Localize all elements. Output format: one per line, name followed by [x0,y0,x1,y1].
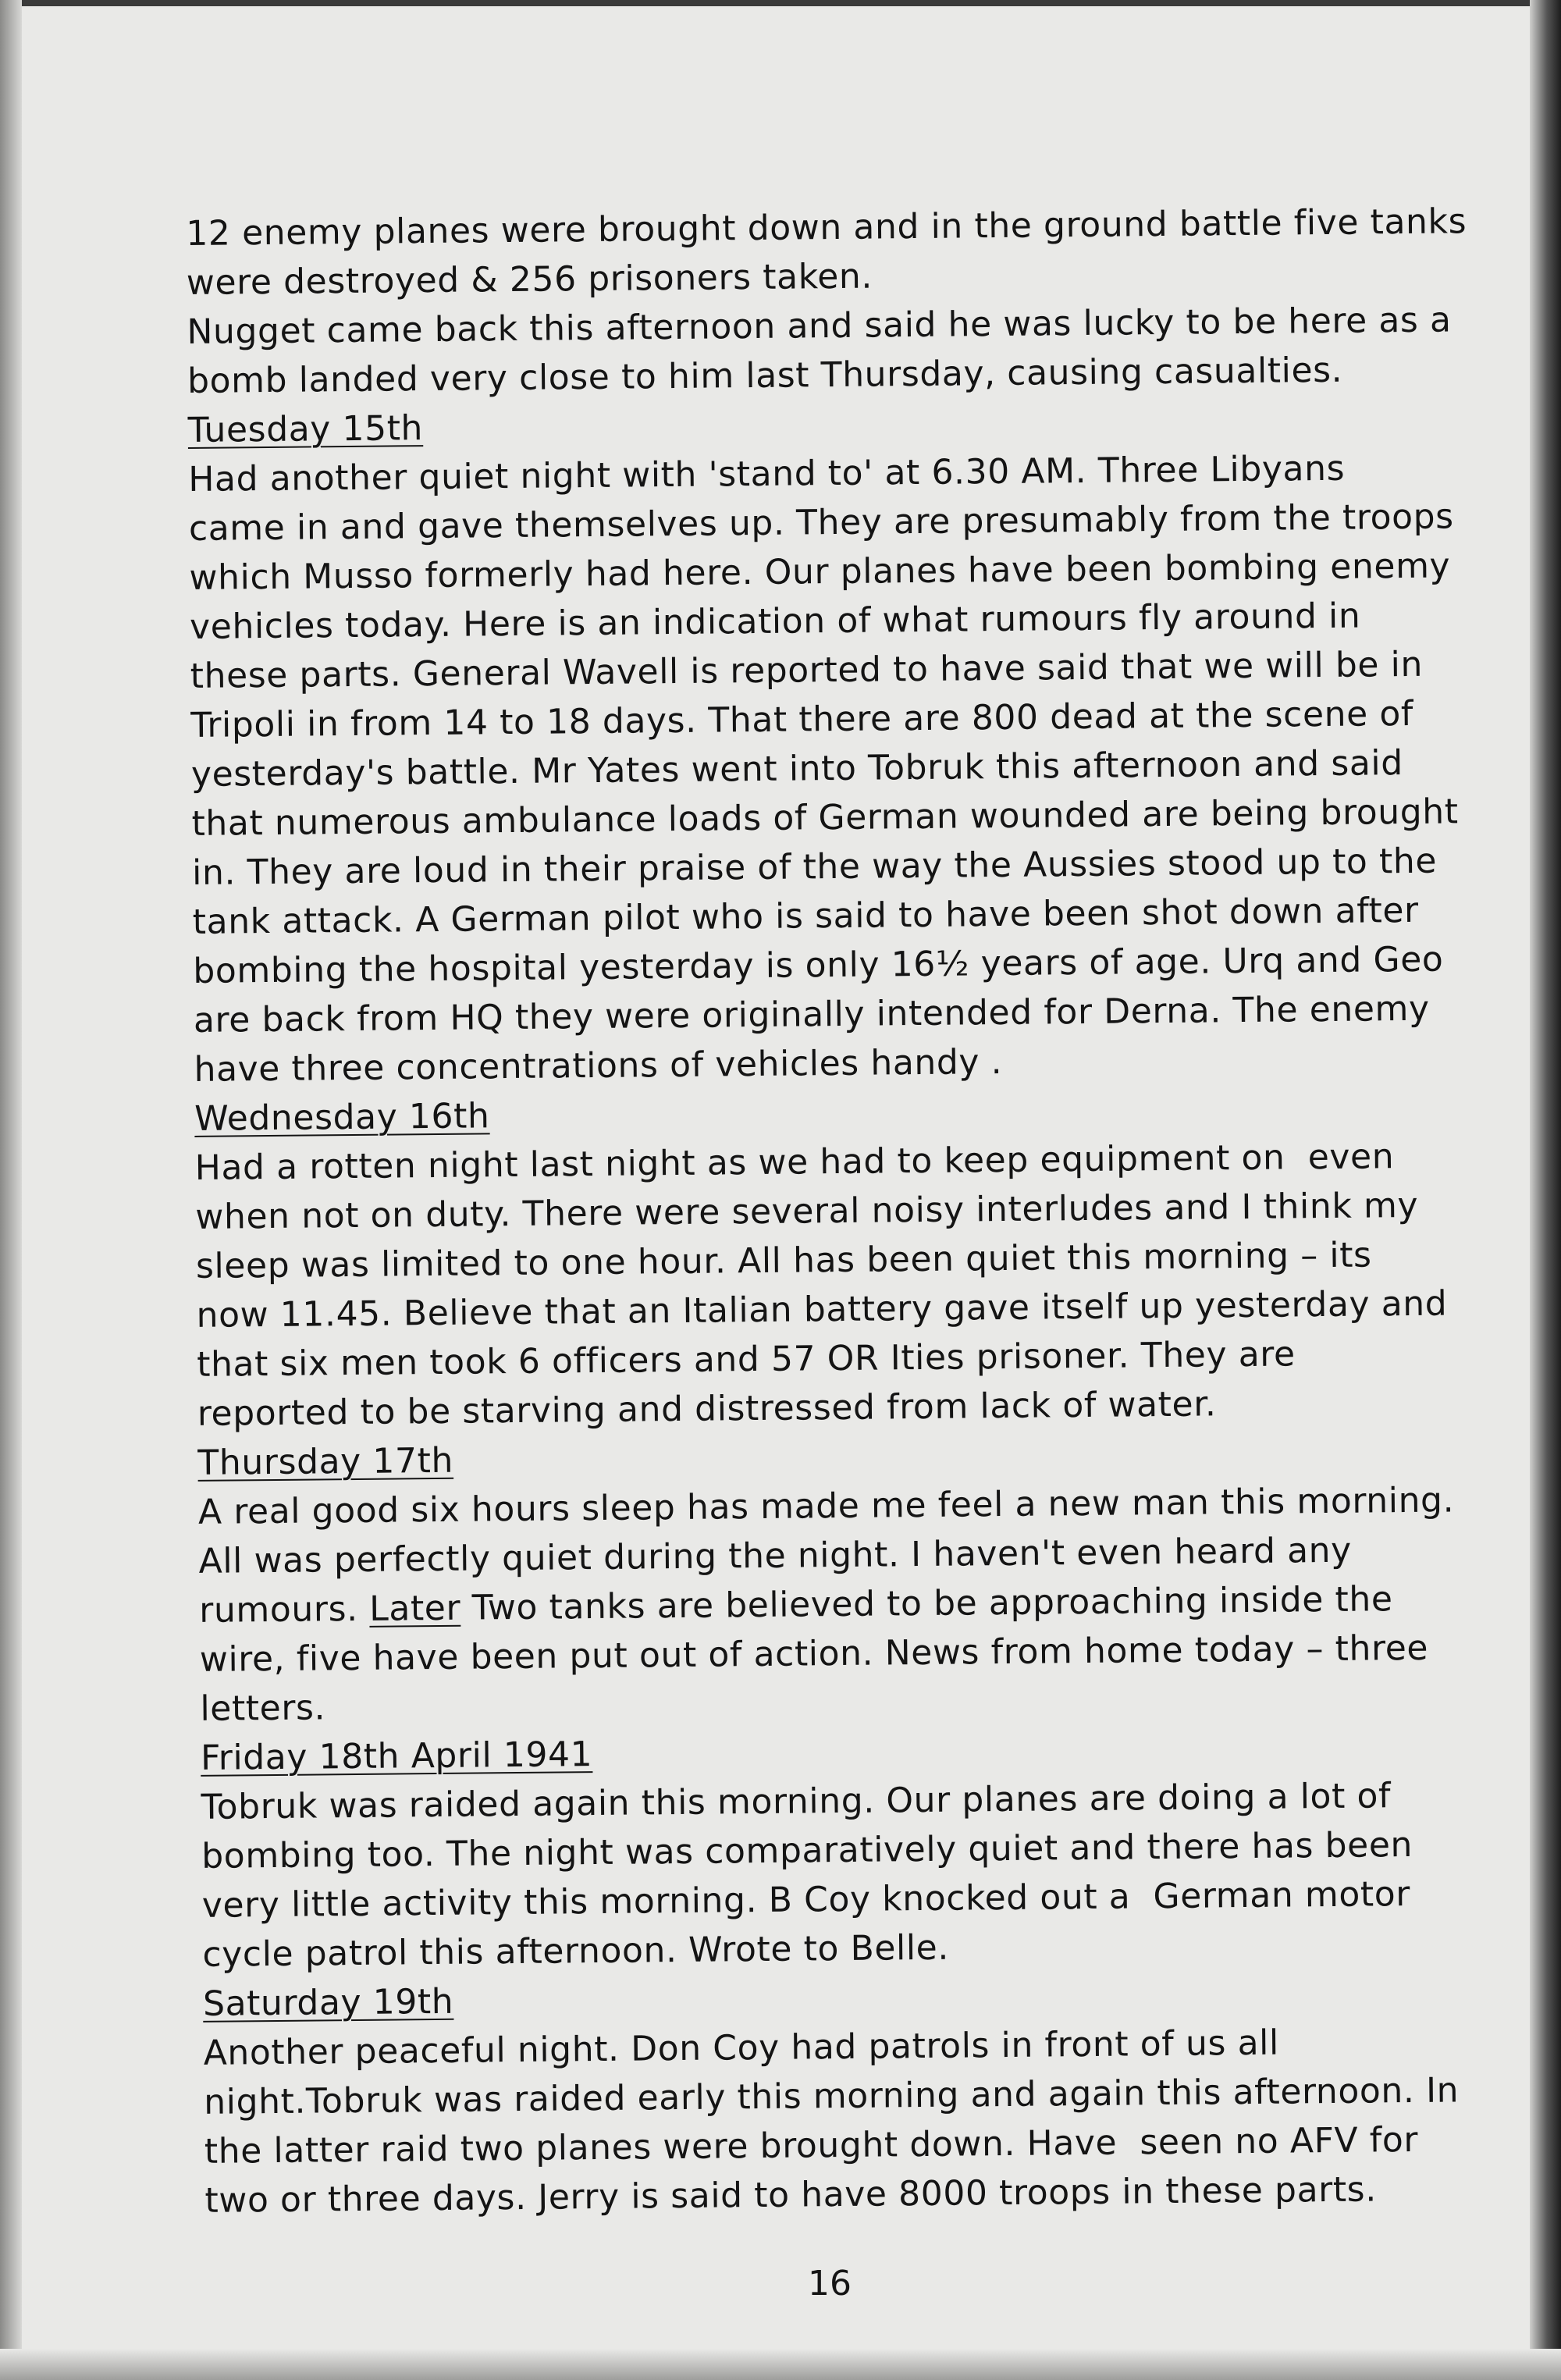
text-line: Nugget came back this afternoon and said he was lucky to be here as a [187,300,1452,352]
text-line: reported to be starving and distressed from lack of water. [197,1384,1217,1434]
text-line: two or three days. Jerry is said to have 8000 troops in these parts. [204,2169,1378,2221]
text-line: 12 enemy planes were brought down and in the ground battle five tanks [186,201,1467,254]
text-line: bombing too. The night was comparatively quiet and there has been [201,1825,1413,1877]
text-line: Tobruk was raided again this morning. Our planes are doing a lot of [201,1776,1392,1827]
scan-right-edge [1530,0,1561,2380]
scan-top-edge [0,0,1561,6]
text-line: these parts. General Wavell is reported to have said that we will be in [190,644,1424,696]
text-line: are back from HQ they were originally intended for Derna. The enemy [193,988,1430,1041]
text-line: sleep was limited to one hour. All has been quiet this morning – its [195,1235,1372,1286]
text-line: Had another quiet night with 'stand to' at 6.30 AM. Three Libyans [188,448,1346,500]
date-heading-text: Thursday 17th [197,1440,454,1483]
date-heading-text: Friday 18th April 1941 [200,1734,593,1778]
diary-text [186,197,1501,2225]
text-line: wire, five have been put out of action. News from home today – three [199,1628,1429,1680]
text-line: tank attack. A German pilot who is said to have been shot down after [192,890,1419,942]
page-number: 16 [808,2264,852,2304]
text-line: that six men took 6 officers and 57 OR Ities prisoner. They are [196,1334,1296,1385]
text-line: Had a rotten night last night as we had to keep equipment on even [194,1137,1395,1188]
date-heading-text: Saturday 19th [202,1981,454,2024]
text-line: Tripoli in from 14 to 18 days. That there are 800 dead at the scene of [190,693,1414,745]
line-rest: Two tanks are believed to be approaching inside the [460,1579,1393,1628]
date-heading-text: Tuesday 15th [187,408,424,450]
text-line: All was perfectly quiet during the night. I haven't even heard any [198,1530,1353,1581]
text-line: bombing the hospital yesterday is only 16½ years of age. Urq and Geo [193,939,1444,991]
later-underlined: Later [369,1588,461,1629]
text-line: came in and gave themselves up. They are presumably from the troops [188,496,1454,549]
scan-bottom-edge [0,2349,1561,2380]
text-line: night.Tobruk was raided early this morning and again this afternoon. In [204,2070,1460,2122]
text-line: that numerous ambulance loads of German wounded are being brought [191,792,1459,844]
text-line: yesterday's battle. Mr Yates went into Tobruk this afternoon and said [190,743,1404,795]
text-line: the latter raid two planes were brought down. Have seen no AFV for [204,2119,1419,2172]
text-line: when not on duty. There were several noisy interludes and I think my [195,1185,1419,1237]
date-heading-text: Wednesday 16th [194,1096,490,1139]
text-line: which Musso formerly had here. Our planes have been bombing enemy [189,546,1451,598]
text-line: very little activity this morning. B Coy knocked out a German motor [201,1874,1411,1926]
scan-left-edge [0,0,22,2380]
text-line: letters. [200,1688,326,1729]
text-line: in. They are loud in their praise of the way the Aussies stood up to the [191,841,1438,893]
text-line: now 11.45. Believe that an Italian battery gave itself up yesterday and [196,1283,1448,1336]
text-line: A real good six hours sleep has made me feel a new man this morning. [197,1480,1455,1532]
text-line: vehicles today. Here is an indication of what rumours fly around in [189,596,1361,647]
text-line: were destroyed & 256 prisoners taken. [186,256,873,303]
text-line: Another peaceful night. Don Coy had patrols in front of us all [203,2022,1280,2073]
text-line: bomb landed very close to him last Thursday, causing casualties. [187,350,1343,401]
text-line: have three concentrations of vehicles handy . [194,1042,1003,1090]
line-start: rumours. [198,1588,370,1631]
text-line: cycle patrol this afternoon. Wrote to Belle. [202,1927,950,1975]
